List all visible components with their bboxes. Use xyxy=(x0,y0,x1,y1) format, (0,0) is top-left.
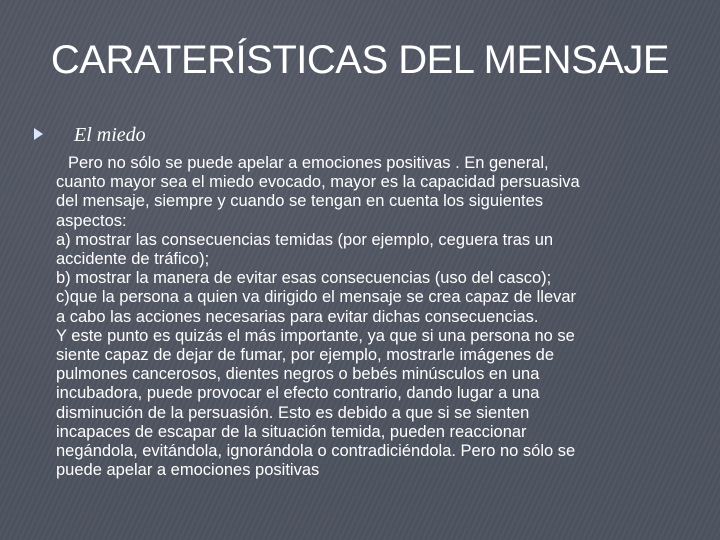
body-line: disminución de la persuasión. Esto es debido a que si se sienten xyxy=(56,403,530,422)
body-paragraph xyxy=(58,154,688,480)
body-line: Y este punto es quizás el más importante, ya que si una persona no se xyxy=(56,326,575,345)
body-line: del mensaje, siempre y cuando se tengan en cuenta los siguientes xyxy=(56,192,544,211)
body-line: negándola, evitándola, ignorándola o contradiciéndola. Pero no sólo se xyxy=(56,442,576,461)
body-line: siente capaz de dejar de fumar, por ejemplo, mostrarle imágenes de xyxy=(56,346,555,365)
body-line: a) mostrar las consecuencias temidas (por ejemplo, ceguera tras un xyxy=(56,230,554,249)
bullet-item xyxy=(34,124,694,146)
triangle-bullet-icon xyxy=(34,128,43,140)
body-line: puede apelar a emociones positivas xyxy=(56,461,320,480)
slide-title: CARATERÍSTICAS DEL MENSAJE xyxy=(50,38,670,82)
body-line: accidente de tráfico); xyxy=(56,250,210,269)
body-line: pulmones cancerosos, dientes negros o bebés minúsculos en una xyxy=(56,365,540,384)
body-line: c)que la persona a quien va dirigido el mensaje se crea capaz de llevar xyxy=(56,288,577,307)
body-line: b) mostrar la manera de evitar esas consecuencias (uso del casco); xyxy=(56,269,552,288)
body-line: a cabo las acciones necesarias para evitar dichas consecuencias. xyxy=(56,307,539,326)
body-line: cuanto mayor sea el miedo evocado, mayor es la capacidad persuasiva xyxy=(56,173,580,192)
body-line: aspectos: xyxy=(56,211,127,230)
bullet-heading: El miedo xyxy=(74,124,146,146)
body-line: incapaces de escapar de la situación temida, pueden reaccionar xyxy=(56,422,527,441)
body-line: Pero no sólo se puede apelar a emociones positivas . En general, xyxy=(68,154,549,172)
body-line: incubadora, puede provocar el efecto contrario, dando lugar a una xyxy=(56,384,540,403)
